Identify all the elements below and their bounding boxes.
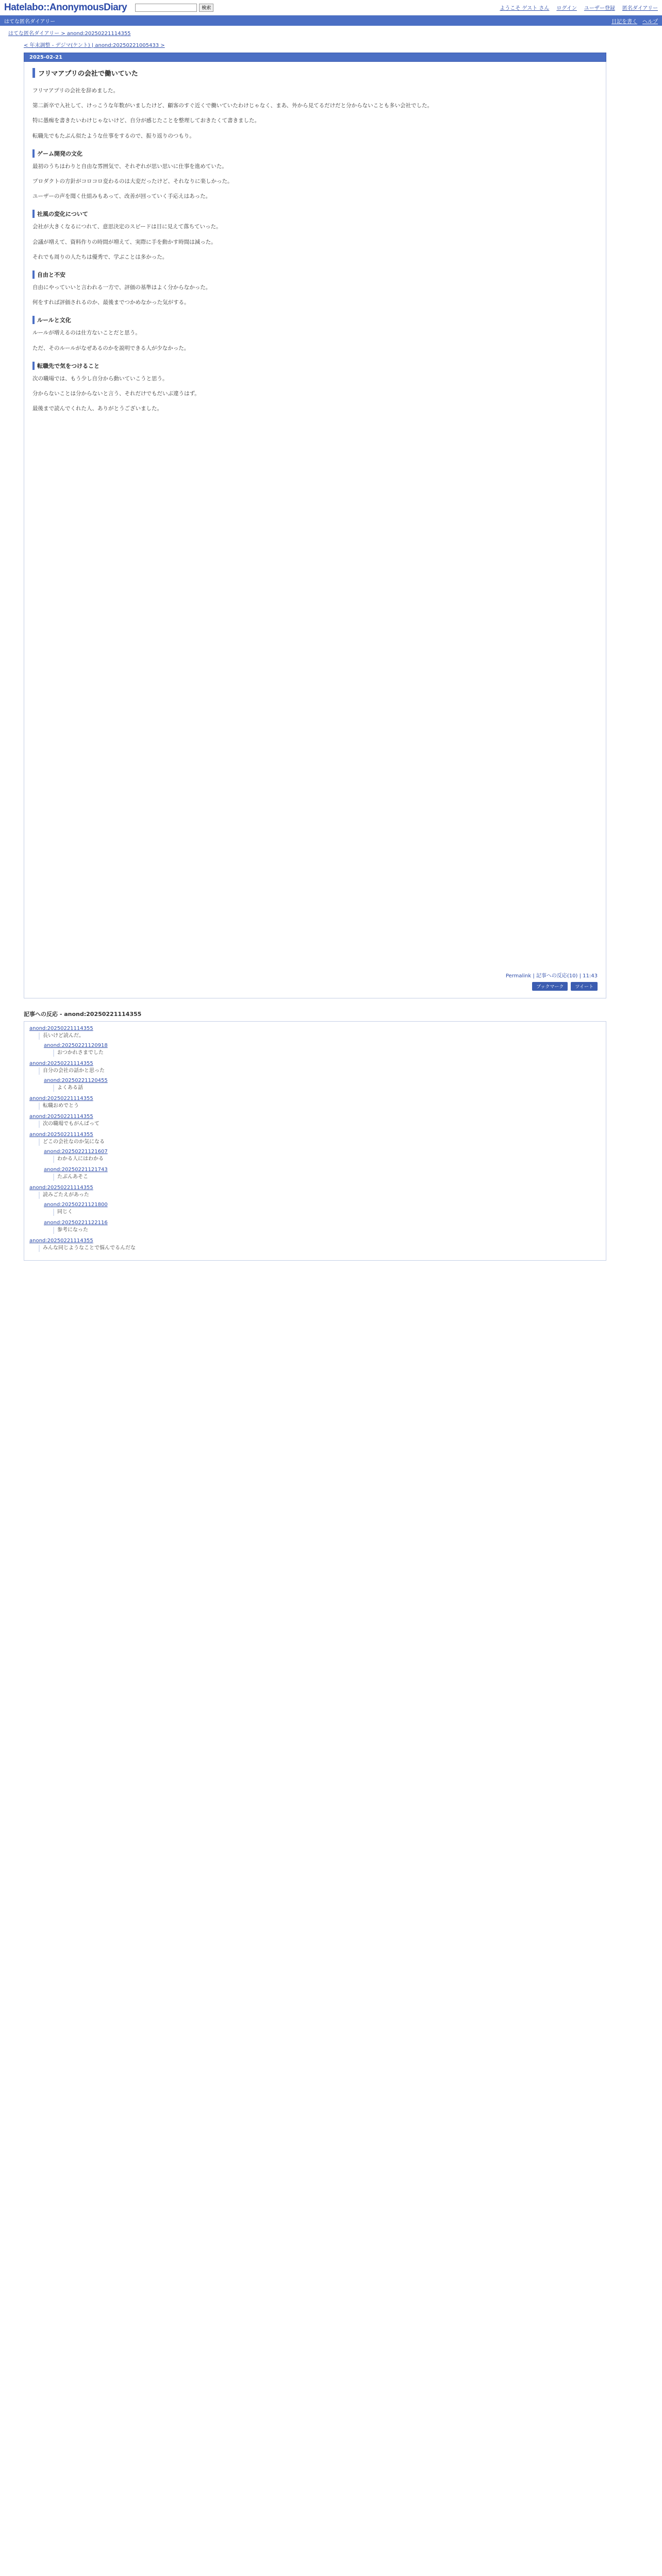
trackback-reply [44, 1149, 601, 1163]
entry-paragraph: 特に愚痴を書きたいわけじゃないけど、自分が感じたことを整理しておきたくて書きました。 [32, 117, 260, 124]
anond-link[interactable]: 匿名ダイアリー [622, 6, 658, 11]
entry-paragraph: フリマアプリの会社を辞めました。 [32, 88, 119, 94]
trackback-reply [44, 1202, 601, 1216]
trackbacks-title: 記事への反応 - anond:20250221114355 [24, 1011, 142, 1018]
welcome-text: ようこそ ゲスト さん [500, 6, 550, 11]
subbar-title[interactable]: はてな匿名ダイアリー [4, 19, 56, 25]
trackback-reply [44, 1220, 601, 1234]
register-link[interactable]: ユーザー登録 [584, 6, 615, 11]
trackback-excerpt: おつかれさまでした [53, 1049, 601, 1057]
trackback-item [29, 1026, 601, 1057]
trackback-link[interactable]: anond:20250221114355 [29, 1132, 93, 1138]
entry-paragraph: 自由にやっていいと言われる一方で、評価の基準はよく分からなかった。 [32, 284, 211, 291]
trackback-item [29, 1132, 601, 1181]
entry-paragraph: 最初のうちはわりと自由な雰囲気で、それぞれが思い思いに仕事を進めていた。 [32, 163, 227, 170]
trackback-item [29, 1096, 601, 1110]
entry-paragraph: 次の職場では、もう少し自分から動いていこうと思う。 [32, 375, 168, 382]
trackback-excerpt: 参考になった [53, 1227, 601, 1234]
entry-paragraph: 会議が増えて、資料作りの時間が増えて、実際に手を動かす時間は減った。 [32, 239, 217, 245]
help-link[interactable]: ヘルプ [642, 19, 658, 25]
trackback-item [29, 1238, 601, 1252]
section-heading: 社風の変化について [32, 210, 598, 218]
entry-paragraph: 第二新卒で入社して、けっこうな年数がいましたけど、顧客のすぐ近くで働いていたわけじゃなく、まあ、外から見てるだけだと分からないことも多い会社でした。 [32, 103, 433, 109]
trackback-excerpt: みんな同じようなことで悩んでるんだな [39, 1245, 601, 1252]
login-link[interactable]: ログイン [556, 6, 577, 11]
tweet-button[interactable]: ツイート [571, 982, 598, 991]
trackback-reply [44, 1043, 601, 1057]
entry-paragraph: 分からないことは分からないと言う、それだけでもだいぶ違うはず。 [32, 391, 200, 397]
site-logo[interactable]: Hatelabo::AnonymousDiary [4, 2, 127, 13]
trackback-link[interactable]: anond:20250221114355 [29, 1026, 93, 1032]
trackback-excerpt: 転職おめでとう [39, 1103, 601, 1110]
entry-footer: Permalink | 記事への反応(10) | 11:43 [505, 973, 598, 979]
trackback-excerpt: 同じく [53, 1209, 601, 1216]
search-form [135, 4, 213, 12]
diary-nav[interactable]: < 年末調整 - デジマ(ケント) | anond:20250221005433 > [24, 43, 165, 48]
trackback-link[interactable]: anond:20250221121800 [44, 1202, 108, 1208]
top-links [500, 4, 658, 11]
breadcrumb[interactable]: はてな匿名ダイアリー > anond:20250221114355 [8, 31, 131, 37]
trackback-excerpt: 長いけど読んだ。 [39, 1032, 601, 1040]
trackback-item [29, 1061, 601, 1092]
entry-paragraph: 転職先でもたぶん似たような仕事をするので、振り返りのつもり。 [32, 132, 195, 139]
trackback-link[interactable]: anond:20250221114355 [29, 1096, 93, 1102]
entry-paragraph: プロダクトの方針がコロコロ変わるのは大変だったけど、それなりに楽しかった。 [32, 178, 233, 185]
trackback-link[interactable]: anond:20250221120918 [44, 1043, 108, 1049]
trackback-excerpt: たぶんあそこ [53, 1174, 601, 1181]
trackback-item [29, 1114, 601, 1128]
entry-paragraph: ユーザーの声を聞く仕組みもあって、改善が回っていく手応えはあった。 [32, 193, 211, 200]
trackback-link[interactable]: anond:20250221122116 [44, 1220, 108, 1226]
top-header [0, 0, 662, 15]
trackback-excerpt: 次の職場でもがんばって [39, 1121, 601, 1128]
trackback-excerpt: 自分の会社の話かと思った [39, 1067, 601, 1075]
trackback-excerpt: 読みごたえがあった [39, 1192, 601, 1199]
section-heading: ゲーム開発の文化 [32, 149, 598, 158]
main-content [24, 41, 606, 1261]
trackback-excerpt: よくある話 [53, 1084, 601, 1092]
search-input[interactable] [135, 4, 197, 12]
trackback-count[interactable]: 記事への反応(10) [536, 973, 578, 979]
trackback-item [29, 1185, 601, 1234]
entry-body-spacer [32, 420, 598, 956]
trackback-link[interactable]: anond:20250221114355 [29, 1238, 93, 1244]
search-button[interactable]: 検索 [199, 4, 213, 12]
trackback-excerpt: わかる人にはわかる [53, 1156, 601, 1163]
entry-paragraph: それでも周りの人たちは優秀で、学ぶことは多かった。 [32, 253, 168, 260]
trackback-list [24, 1021, 606, 1261]
entry-intro [32, 87, 598, 140]
entry-title: フリマアプリの会社で働いていた [32, 68, 598, 78]
entry-paragraph: 会社が大きくなるにつれて、意思決定のスピードは目に見えて落ちていった。 [32, 224, 222, 230]
post-time: 11:43 [583, 973, 598, 979]
entry-sections [32, 149, 598, 413]
entry-paragraph: ただ、そのルールがなぜあるのかを説明できる人が少なかった。 [32, 345, 190, 351]
section-heading: 転職先で気をつけること [32, 362, 598, 370]
write-diary-link[interactable]: 日記を書く [611, 19, 637, 25]
trackback-link[interactable]: anond:20250221114355 [29, 1185, 93, 1191]
entry-paragraph: 何をすれば評価されるのか、最後までつかめなかった気がする。 [32, 299, 190, 306]
trackback-link[interactable]: anond:20250221114355 [29, 1114, 93, 1120]
trackback-excerpt: どこの会社なのか気になる [39, 1139, 601, 1146]
entry-paragraph: 最後まで読んでくれた人、ありがとうございました。 [32, 405, 162, 412]
share-buttons [32, 982, 598, 991]
trackback-link[interactable]: anond:20250221121743 [44, 1167, 108, 1173]
trackback-reply [44, 1078, 601, 1092]
trackback-reply [44, 1167, 601, 1181]
entry-paragraph: ルールが増えるのは仕方ないことだと思う。 [32, 330, 141, 336]
section-heading: ルールと文化 [32, 316, 598, 324]
date-header: 2025-02-21 [24, 53, 606, 62]
sub-header [0, 15, 662, 26]
section-heading: 自由と不安 [32, 270, 598, 279]
trackback-link[interactable]: anond:20250221121607 [44, 1149, 108, 1155]
diary-entry [24, 62, 606, 998]
permalink[interactable]: Permalink [505, 973, 532, 979]
bookmark-button[interactable]: ブックマーク [532, 982, 568, 991]
trackback-link[interactable]: anond:20250221120455 [44, 1078, 108, 1084]
trackback-link[interactable]: anond:20250221114355 [29, 1061, 93, 1067]
